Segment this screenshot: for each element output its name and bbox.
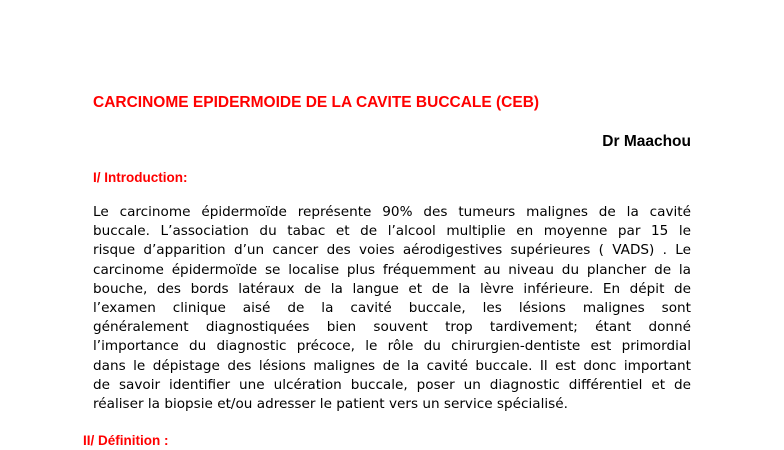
paragraph-line: généralement diagnostiquées bien souvent trop tardivement; étant donné (93, 319, 691, 336)
paragraph-line: dans le dépistage des lésions malignes de la cavité buccale. Il est donc important (93, 357, 691, 374)
introduction-paragraph (93, 203, 691, 414)
paragraph-line: de savoir identifier une ulcération buccale, poser un diagnostic différentiel et de (93, 376, 691, 393)
paragraph-line: carcinome épidermoïde se localise plus fréquemment au niveau du plancher de la (93, 261, 691, 278)
paragraph-line: buccale. L’association du tabac et de l’alcool multiplie en moyenne par 15 le (93, 223, 691, 240)
document-title: CARCINOME EPIDERMOIDE DE LA CAVITE BUCCALE (CEB) (93, 94, 540, 111)
paragraph-line: l’examen clinique aisé de la cavité buccale, les lésions malignes sont (93, 299, 691, 316)
section-heading-definition: II/ Définition : (83, 433, 169, 448)
paragraph-line: Le carcinome épidermoïde représente 90% des tumeurs malignes de la cavité (93, 204, 691, 220)
paragraph-line: réaliser la biopsie et/ou adresser le patient vers un service spécialisé. (93, 395, 568, 412)
paragraph-line: l’importance du diagnostic précoce, le rôle du chirurgien-dentiste est primordial (93, 338, 691, 355)
document-author: Dr Maachou (602, 133, 691, 150)
paragraph-line: risque d’apparition d’un cancer des voies aérodigestives supérieures ( VADS) . Le (93, 242, 691, 259)
paragraph-line: bouche, des bords latéraux de la langue et de la lèvre inférieure. En dépit de (93, 280, 691, 297)
section-heading-introduction: I/ Introduction: (93, 170, 188, 185)
